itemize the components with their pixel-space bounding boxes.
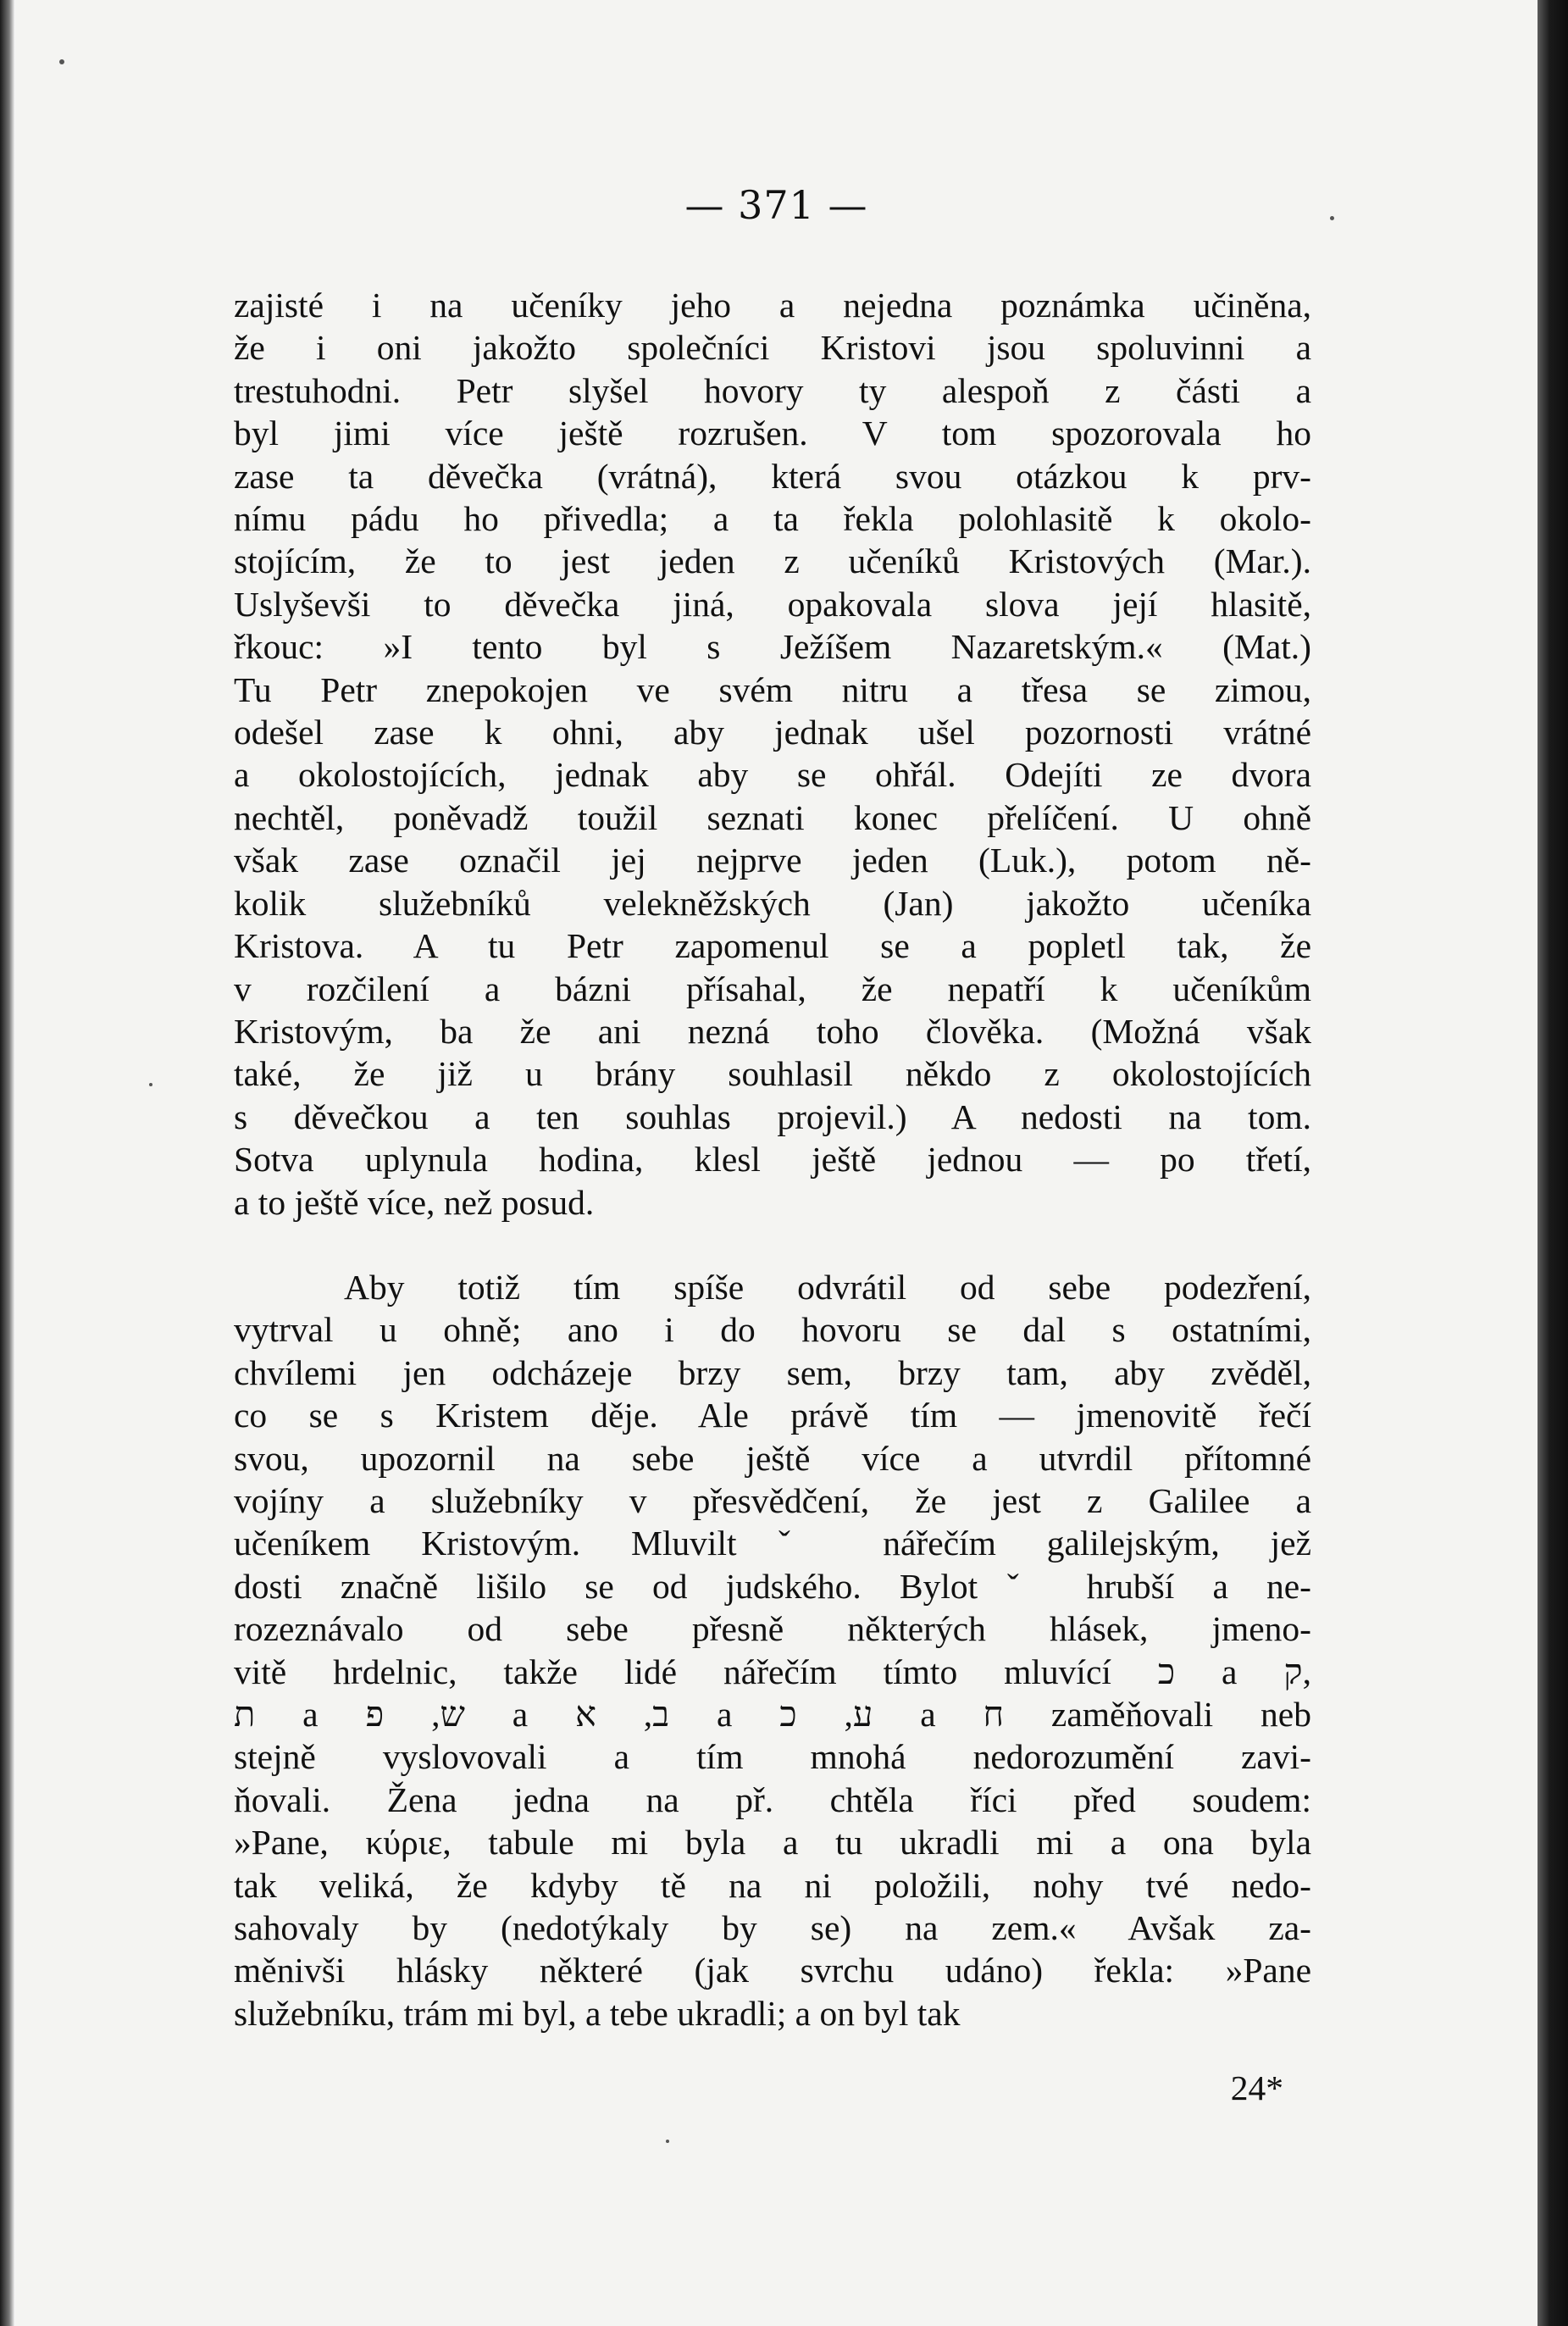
text-line: stojícím, že to jest jeden z učeníků Kristových (Mar.). — [234, 541, 1311, 581]
text-line: vytrval u ohně; ano i do hovoru se dal s ostatními, — [234, 1310, 1311, 1350]
scan-speck — [59, 59, 64, 64]
text-line: odešel zase k ohni, aby jednak ušel pozornosti vrátné — [234, 713, 1311, 752]
text-line: tak veliká, že kdyby tě na ni položili, nohy tvé nedo- — [234, 1865, 1311, 1905]
body-text — [234, 284, 1311, 2035]
text-line: chvílemi jen odcházeje brzy sem, brzy tam, aby zvěděl, — [234, 1352, 1311, 1392]
text-line: nímu pádu ho přivedla; a ta řekla polohlasitě k okolo- — [234, 499, 1311, 539]
scan-left-edge — [0, 0, 15, 2326]
text-line: zajisté i na učeníky jeho a nejedna poznámka učiněna, — [234, 286, 1311, 325]
text-line: kolik služebníků velekněžských (Jan) jakožto učeníka — [234, 883, 1311, 923]
text-line: řkouc: »I tento byl s Ježíšem Nazaretským.« (Mat.) — [234, 627, 1311, 667]
scan-speck — [666, 2140, 669, 2143]
book-page — [15, 0, 1538, 2326]
text-line: Uslyševši to děvečka jiná, opakovala slova její hlasitě, — [234, 584, 1311, 624]
text-line: měnivši hlásky některé (jak svrchu udáno) řekla: »Pane — [234, 1951, 1311, 1990]
text-line: Tu Petr znepokojen ve svém nitru a třesa se zimou, — [234, 669, 1311, 709]
text-line: učeníkem Kristovým. Mluviltˇ nářečím galilejským, jež — [234, 1524, 1311, 1563]
text-line: Kristovým, ba že ani nezná toho člověka. (Možná však — [234, 1011, 1311, 1051]
signature-mark: 24* — [1230, 2068, 1283, 2107]
text-line: a okolostojících, jednak aby se ohřál. Odejíti ze dvora — [234, 755, 1311, 795]
text-line: Aby totiž tím spíše odvrátil od sebe podezření, — [344, 1267, 1311, 1307]
text-line: služebníku, trám mi byl, a tebe ukradli; a on byl tak — [234, 1993, 961, 2033]
text-line: trestuhodni. Petr slyšel hovory ty alespoň z části a — [234, 370, 1311, 410]
paragraph-1 — [234, 284, 1311, 1224]
text-line: Sotva uplynula hodina, klesl ještě jednou — po třetí, — [234, 1140, 1311, 1180]
scan-speck — [1330, 216, 1334, 220]
text-line: rozeznávalo od sebe přesně některých hlásek, jmeno- — [234, 1609, 1311, 1649]
text-line: stejně vyslovovali a tím mnohá nedorozumění zavi- — [234, 1737, 1311, 1777]
text-line: ת a ש, פ a ב, א a ע, כ a ח zaměňovali neb — [234, 1695, 1311, 1734]
text-line: co se s Kristem děje. Ale právě tím — jmenovitě řečí — [234, 1396, 1311, 1435]
text-line: zase ta děvečka (vrátná), která svou otázkou k prv- — [234, 456, 1311, 496]
text-line: však zase označil jej nejprve jeden (Luk.), potom ně- — [234, 841, 1311, 880]
text-line: ňovali. Žena jedna na př. chtěla říci před soudem: — [234, 1779, 1311, 1819]
text-line: vojíny a služebníky v přesvědčení, že jest z Galilee a — [234, 1480, 1311, 1520]
text-line: vitě hrdelnic, takže lidé nářečím tímto mluvící כ a ק, — [234, 1652, 1311, 1691]
text-line: svou, upozornil na sebe ještě více a utvrdil přítomné — [234, 1438, 1311, 1478]
scan-right-edge — [1538, 0, 1568, 2326]
scan-speck — [149, 1083, 152, 1086]
text-line: také, že již u brány souhlasil někdo z okolostojících — [234, 1054, 1311, 1094]
text-line: Kristova. A tu Petr zapomenul se a popletl tak, že — [234, 926, 1311, 966]
paragraph-2 — [234, 1266, 1311, 2035]
text-line: a to ještě více, než posud. — [234, 1182, 595, 1222]
text-line: sahovaly by (nedotýkaly by se) na zem.« Avšak za- — [234, 1908, 1311, 1948]
text-line: »Pane, κύριε, tabule mi byla a tu ukradli mi a ona byla — [234, 1823, 1311, 1862]
text-line: byl jimi více ještě rozrušen. V tom spozorovala ho — [234, 414, 1311, 453]
text-line: že i oni jakožto společníci Kristovi jsou spoluvinni a — [234, 328, 1311, 368]
text-line: v rozčilení a bázni přísahal, že nepatří k učeníkům — [234, 969, 1311, 1008]
text-line: dosti značně lišilo se od judského. Bylotˇ hrubší a ne- — [234, 1566, 1311, 1606]
text-line: s děvečkou a ten souhlas projevil.) A nedosti na tom. — [234, 1096, 1311, 1136]
text-line: nechtěl, poněvadž toužil seznati konec přelíčení. U ohně — [234, 797, 1311, 837]
page-number: — 371 — — [684, 182, 868, 228]
